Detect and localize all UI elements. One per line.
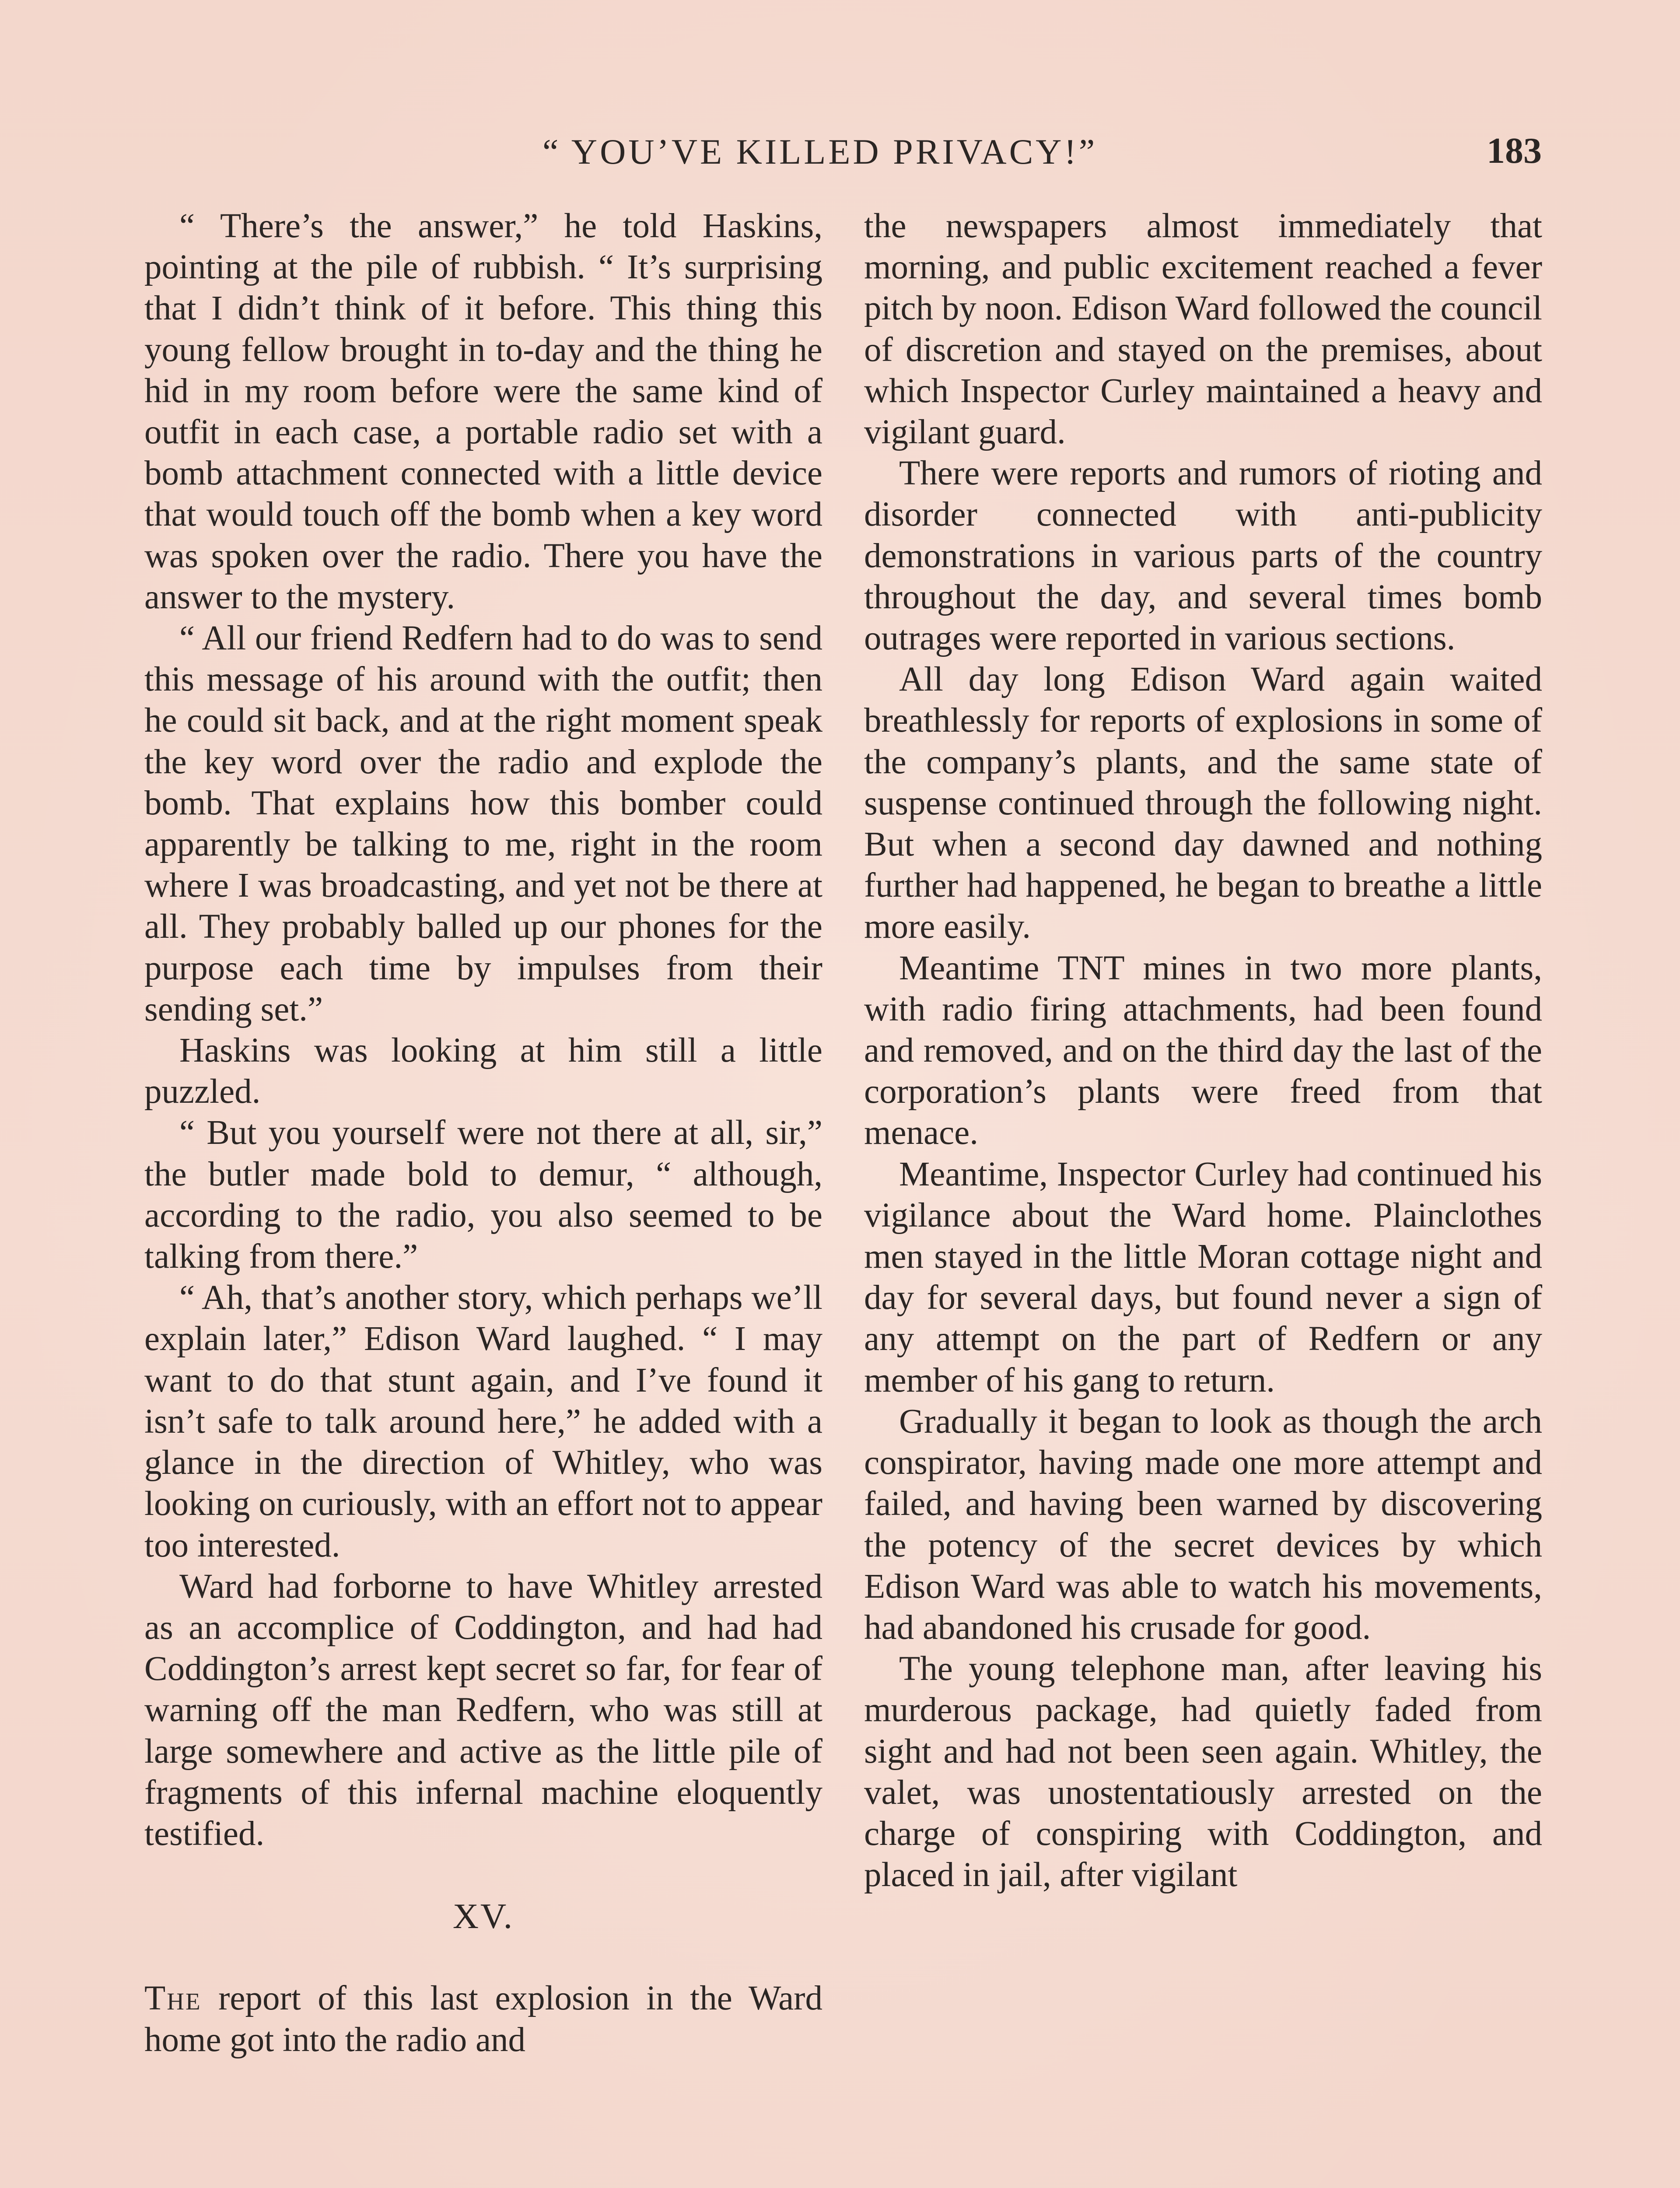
paragraph: Meantime, Inspector Curley had continued his vigilance about the Ward home. Plainclothes men stayed in the little Moran cottage night and day for several days, but found never a sign of any attempt on the part of Redfern or any member of his gang to return. (864, 1155, 1542, 1399)
left-text-column (144, 206, 822, 2061)
paragraph: The young telephone man, after leaving his murderous package, had quietly faded from sight and had not been seen again. Whitley, the valet, was unostentatiously arrested on the charge of conspiring with Coddington, and placed in jail, after vigilant (864, 1650, 1542, 1894)
paragraph: “ Ah, that’s another story, which perhaps we’ll explain later,” Edison Ward laughed. “ I may want to do that stunt again, and I’ve found it isn’t safe to talk around here,” he added with a glance in the direction of Whitley, who was looking on curiously, with an effort not to appear too interested. (144, 1279, 822, 1564)
paragraph-continued: the newspapers almost immediately that morning, and public excitement reached a fever pitch by noon. Edison Ward followed the council of discretion and stayed on the premises, about which Inspector Curley maintained a heavy and vigilant guard. (864, 207, 1542, 452)
paragraph: All day long Edison Ward again waited breathlessly for reports of explosions in some of the company’s plants, and the same state of suspense continued through the following night. But when a second day dawned and nothing further had happened, he began to breathe a little more easily. (864, 660, 1542, 946)
chapter-heading: XV. (452, 1896, 514, 1936)
paragraph: “ There’s the answer,” he told Haskins, pointing at the pile of rubbish. “ It’s surprising that I didn’t think of it before. This thing this young fellow brought in to-day and the thing he hid in my room before were the same kind of outfit in each case, a portable radio set with a bomb attachment connected with a little device that would touch off the bomb when a key word was spoken over the radio. There you have the answer to the mystery. (144, 207, 822, 616)
paragraph: “ All our friend Redfern had to do was to send this message of his around with the outfit; then he could sit back, and at the right moment speak the key word over the radio and explode the bomb. That explains how this bomber could apparently be talking to me, right in the room where I was broadcasting, and yet not be there at all. They probably balled up our phones for the purpose each time by impulses from their sending set.” (144, 619, 822, 1028)
paragraph: Meantime TNT mines in two more plants, with radio firing attachments, had been found and removed, and on the third day the last of the corporation’s plants were freed from that menace. (864, 949, 1542, 1152)
paragraph: “ But you yourself were not there at all, sir,” the butler made bold to demur, “ although, according to the radio, you also seemed to be talking from there.” (144, 1114, 822, 1276)
paragraph: Ward had forborne to have Whitley arrested as an accomplice of Coddington, and had had Coddington’s arrest kept secret so far, for fear of warning off the man Redfern, who was still at large somewhere and active as the little pile of fragments of this infernal machine eloquently testified. (144, 1567, 822, 1853)
running-head-title: “ YOU’VE KILLED PRIVACY!” (542, 132, 1098, 172)
chapter-opening-text: report of this last explosion in the Ward home got into the radio and (144, 1979, 822, 2059)
chapter-opening-initial: The (144, 1979, 202, 2018)
right-text-column (864, 206, 1542, 1896)
paragraph: There were reports and rumors of rioting and disorder connected with anti-publicity demonstrations in various parts of the country throughout the day, and several times bomb outrages were reported in various sections. (864, 454, 1542, 658)
paragraph: Gradually it began to look as though the arch conspirator, having made one more attempt and failed, and having been warned by discovering the potency of the secret devices by which Edison Ward was able to watch his movements, had abandoned his crusade for good. (864, 1402, 1542, 1647)
chapter-opening-paragraph (144, 1978, 822, 2060)
page-number: 183 (1487, 130, 1542, 171)
paragraph: Haskins was looking at him still a little puzzled. (144, 1031, 822, 1111)
